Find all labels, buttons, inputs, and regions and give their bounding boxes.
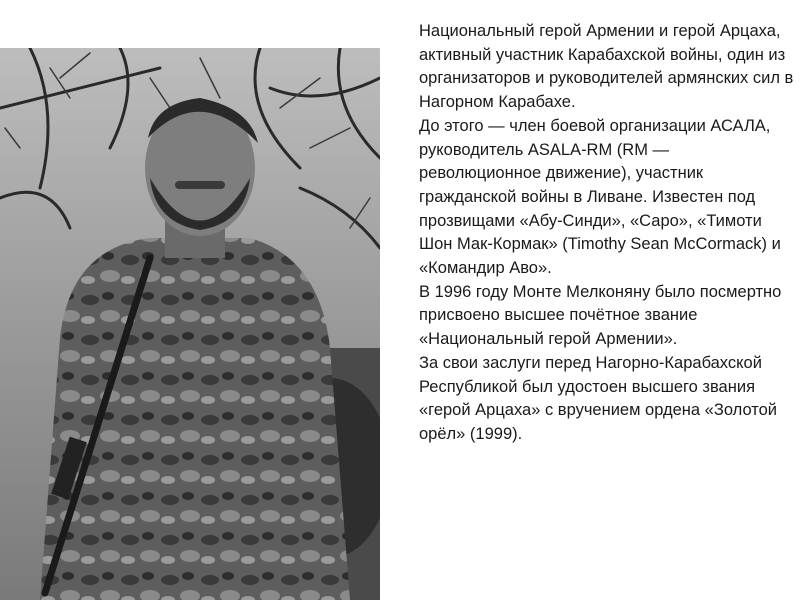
biography-text xyxy=(419,20,794,447)
paragraph-artsakh-award: За свои заслуги перед Нагорно-Карабахской Республикой был удостоен высшего звания «герой Арцаха» с вручением ордена «Золотой орёл» (1999). xyxy=(419,353,778,443)
portrait-photo xyxy=(0,48,380,600)
paragraph-1996-award: В 1996 году Монте Мелконяну было посмертно присвоено высшее почётное звание «Национальный герой Армении». xyxy=(419,282,782,349)
paragraph-asala: До этого — член боевой организации АСАЛА, руководитель ASALA-RM (RM — революционное движение), участник гражданской войны в Ливане. Известен под прозвищами «Абу-Синди», «Саро», «Тимоти Шон Мак-Кормак» (Timothy Sean McCormack) и «Командир Аво». xyxy=(419,116,781,278)
paragraph-hero-title: Национальный герой Армении и герой Арцаха, активный участник Карабахской войны, один из организаторов и руководителей армянских сил в Нагорном Карабахе. xyxy=(419,22,794,112)
